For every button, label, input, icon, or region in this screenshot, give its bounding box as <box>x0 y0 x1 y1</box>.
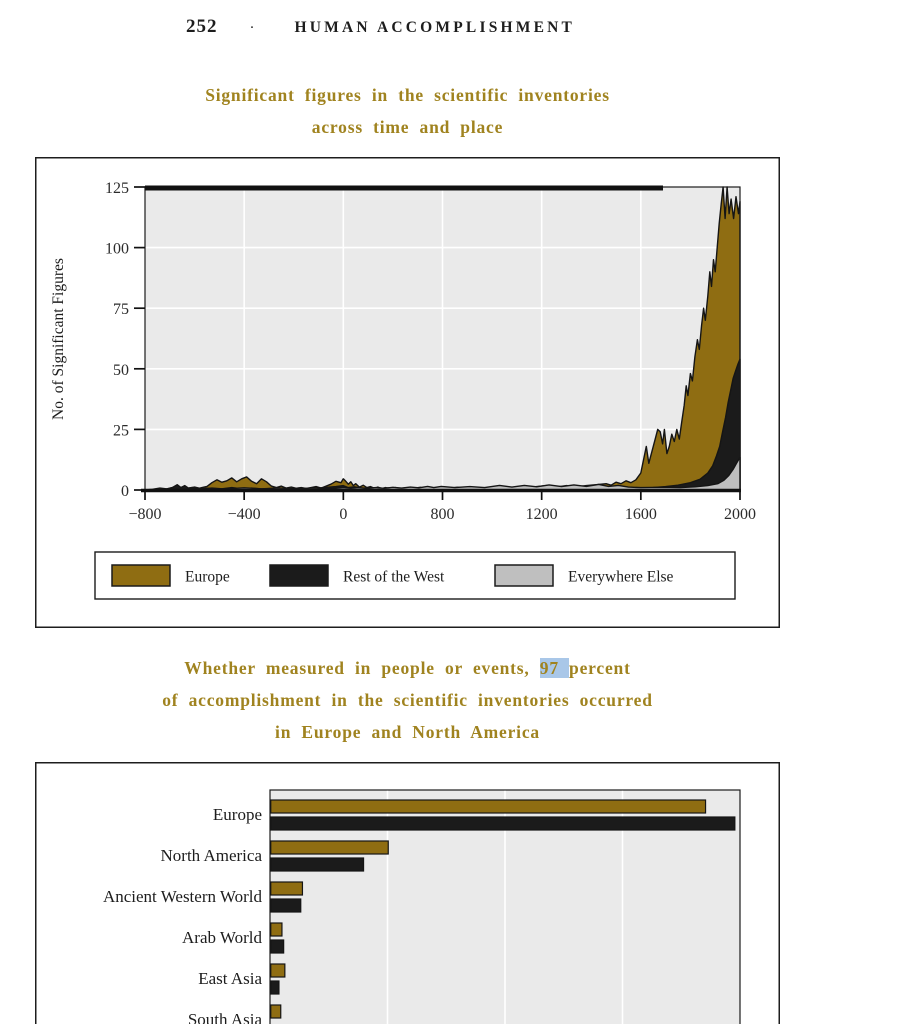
bar-gold-2 <box>271 882 303 895</box>
category-label-2: Ancient Western World <box>102 887 262 906</box>
x-tick-label: 800 <box>430 506 455 523</box>
x-tick-label: 1200 <box>525 506 558 523</box>
category-label-1: North America <box>160 846 262 865</box>
figure1-title-line1: Significant figures in the scientific inventories <box>205 85 610 105</box>
caption-text: Whether measured in people or events, <box>184 658 540 678</box>
caption-text: percent <box>569 658 631 678</box>
category-label-4: East Asia <box>198 969 262 988</box>
figure2-caption-line3: in Europe and North America <box>275 722 540 742</box>
y-tick-label: 0 <box>121 483 129 500</box>
page-number: 252 <box>186 16 218 37</box>
highlighted-text-97: 97 <box>539 658 570 678</box>
y-tick-label: 100 <box>105 240 129 258</box>
y-tick-label: 75 <box>113 301 129 319</box>
y-axis-title: No. of Significant Figures <box>50 258 67 420</box>
y-tick-label: 25 <box>113 422 129 440</box>
legend-swatch-rest-of-west <box>270 565 328 586</box>
x-tick-label: −800 <box>128 506 162 523</box>
category-labels-2 <box>103 805 263 1024</box>
x-tick-label: 1600 <box>624 506 657 523</box>
bar-black-3 <box>271 940 284 953</box>
legend-label-rest-of-west: Rest of the West <box>343 568 445 586</box>
bar-black-1 <box>271 858 364 871</box>
bar-black-0 <box>271 817 735 830</box>
figure1-title-line2: across time and place <box>311 117 504 137</box>
header-separator-dot: · <box>249 20 255 36</box>
x-tick-label: 2000 <box>724 506 756 523</box>
y-tick-label: 50 <box>113 361 129 379</box>
category-label-5: South Asia <box>187 1010 262 1024</box>
bar-black-4 <box>271 981 279 994</box>
bar-black-2 <box>271 899 301 912</box>
figure2-caption-line1 <box>35 652 780 684</box>
category-label-3: Arab World <box>182 928 262 947</box>
figure2-caption-line2: of accomplishment in the scientific inventories occurred <box>162 690 653 710</box>
bar-gold-3 <box>271 923 282 936</box>
bar-chart-svg <box>35 762 780 1024</box>
bar-gold-4 <box>271 964 285 977</box>
figure1-chart <box>35 157 780 633</box>
figure1-title <box>35 79 780 143</box>
category-label-0: Europe <box>212 805 262 824</box>
bar-gold-5 <box>271 1005 281 1018</box>
y-tick-label: 125 <box>105 180 129 197</box>
legend-label-europe: Europe <box>185 568 230 586</box>
bar-gold-1 <box>271 841 389 854</box>
page-header <box>186 16 575 38</box>
figure2-chart <box>35 762 780 1024</box>
area-chart-svg <box>35 157 780 628</box>
book-title: HUMAN ACCOMPLISHMENT <box>294 19 576 36</box>
legend-swatch-everywhere-else <box>495 565 553 586</box>
legend-swatch-europe <box>112 565 170 586</box>
legend-label-everywhere-else: Everywhere Else <box>568 568 674 586</box>
x-tick-label: 0 <box>339 506 348 523</box>
bar-gold-0 <box>271 800 706 813</box>
figure2-caption <box>35 652 780 748</box>
x-tick-label: −400 <box>227 506 261 523</box>
